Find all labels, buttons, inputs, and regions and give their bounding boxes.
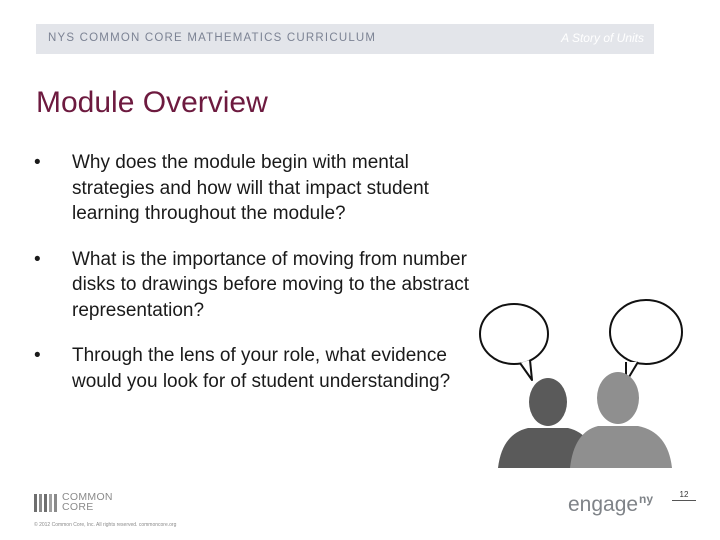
- bullet-marker: •: [34, 248, 41, 270]
- engageny-logo-text: engage: [568, 493, 639, 516]
- bullet-marker: •: [34, 345, 41, 366]
- logo-line-1: COMMON: [62, 491, 113, 503]
- page-title: Module Overview: [36, 86, 268, 119]
- conversation-illustration: [476, 290, 696, 470]
- bullet-text: Why does the module begin with mental strategies and how will that impact student learning throughout the module?: [72, 152, 429, 224]
- list-item: [30, 343, 470, 394]
- page-number: 12: [672, 490, 696, 501]
- person-silhouette-icon: [570, 372, 672, 468]
- bullet-text: Through the lens of your role, what evidence would you look for of student understanding?: [72, 345, 451, 392]
- series-label: A Story of Units: [561, 31, 644, 45]
- engageny-logo-sup: ny: [639, 492, 654, 506]
- curriculum-label: NYS COMMON CORE MATHEMATICS CURRICULUM: [48, 32, 377, 44]
- header-bar: [36, 24, 654, 54]
- logo-text: [62, 492, 113, 512]
- speech-bubble-icon: [480, 304, 548, 380]
- list-item: [30, 247, 470, 324]
- common-core-logo: [34, 492, 144, 516]
- bullet-text: What is the importance of moving from number disks to drawings before moving to the abstract representation?: [72, 248, 470, 321]
- list-item: [30, 150, 470, 227]
- copyright-notice: © 2012 Common Core, Inc. All rights reserved. commoncore.org: [34, 522, 177, 528]
- bullet-list: [30, 150, 470, 414]
- logo-line-2: CORE: [62, 501, 94, 513]
- bullet-marker: •: [34, 152, 41, 173]
- logo-bars-icon: [34, 494, 58, 512]
- speech-bubble-icon: [610, 300, 682, 382]
